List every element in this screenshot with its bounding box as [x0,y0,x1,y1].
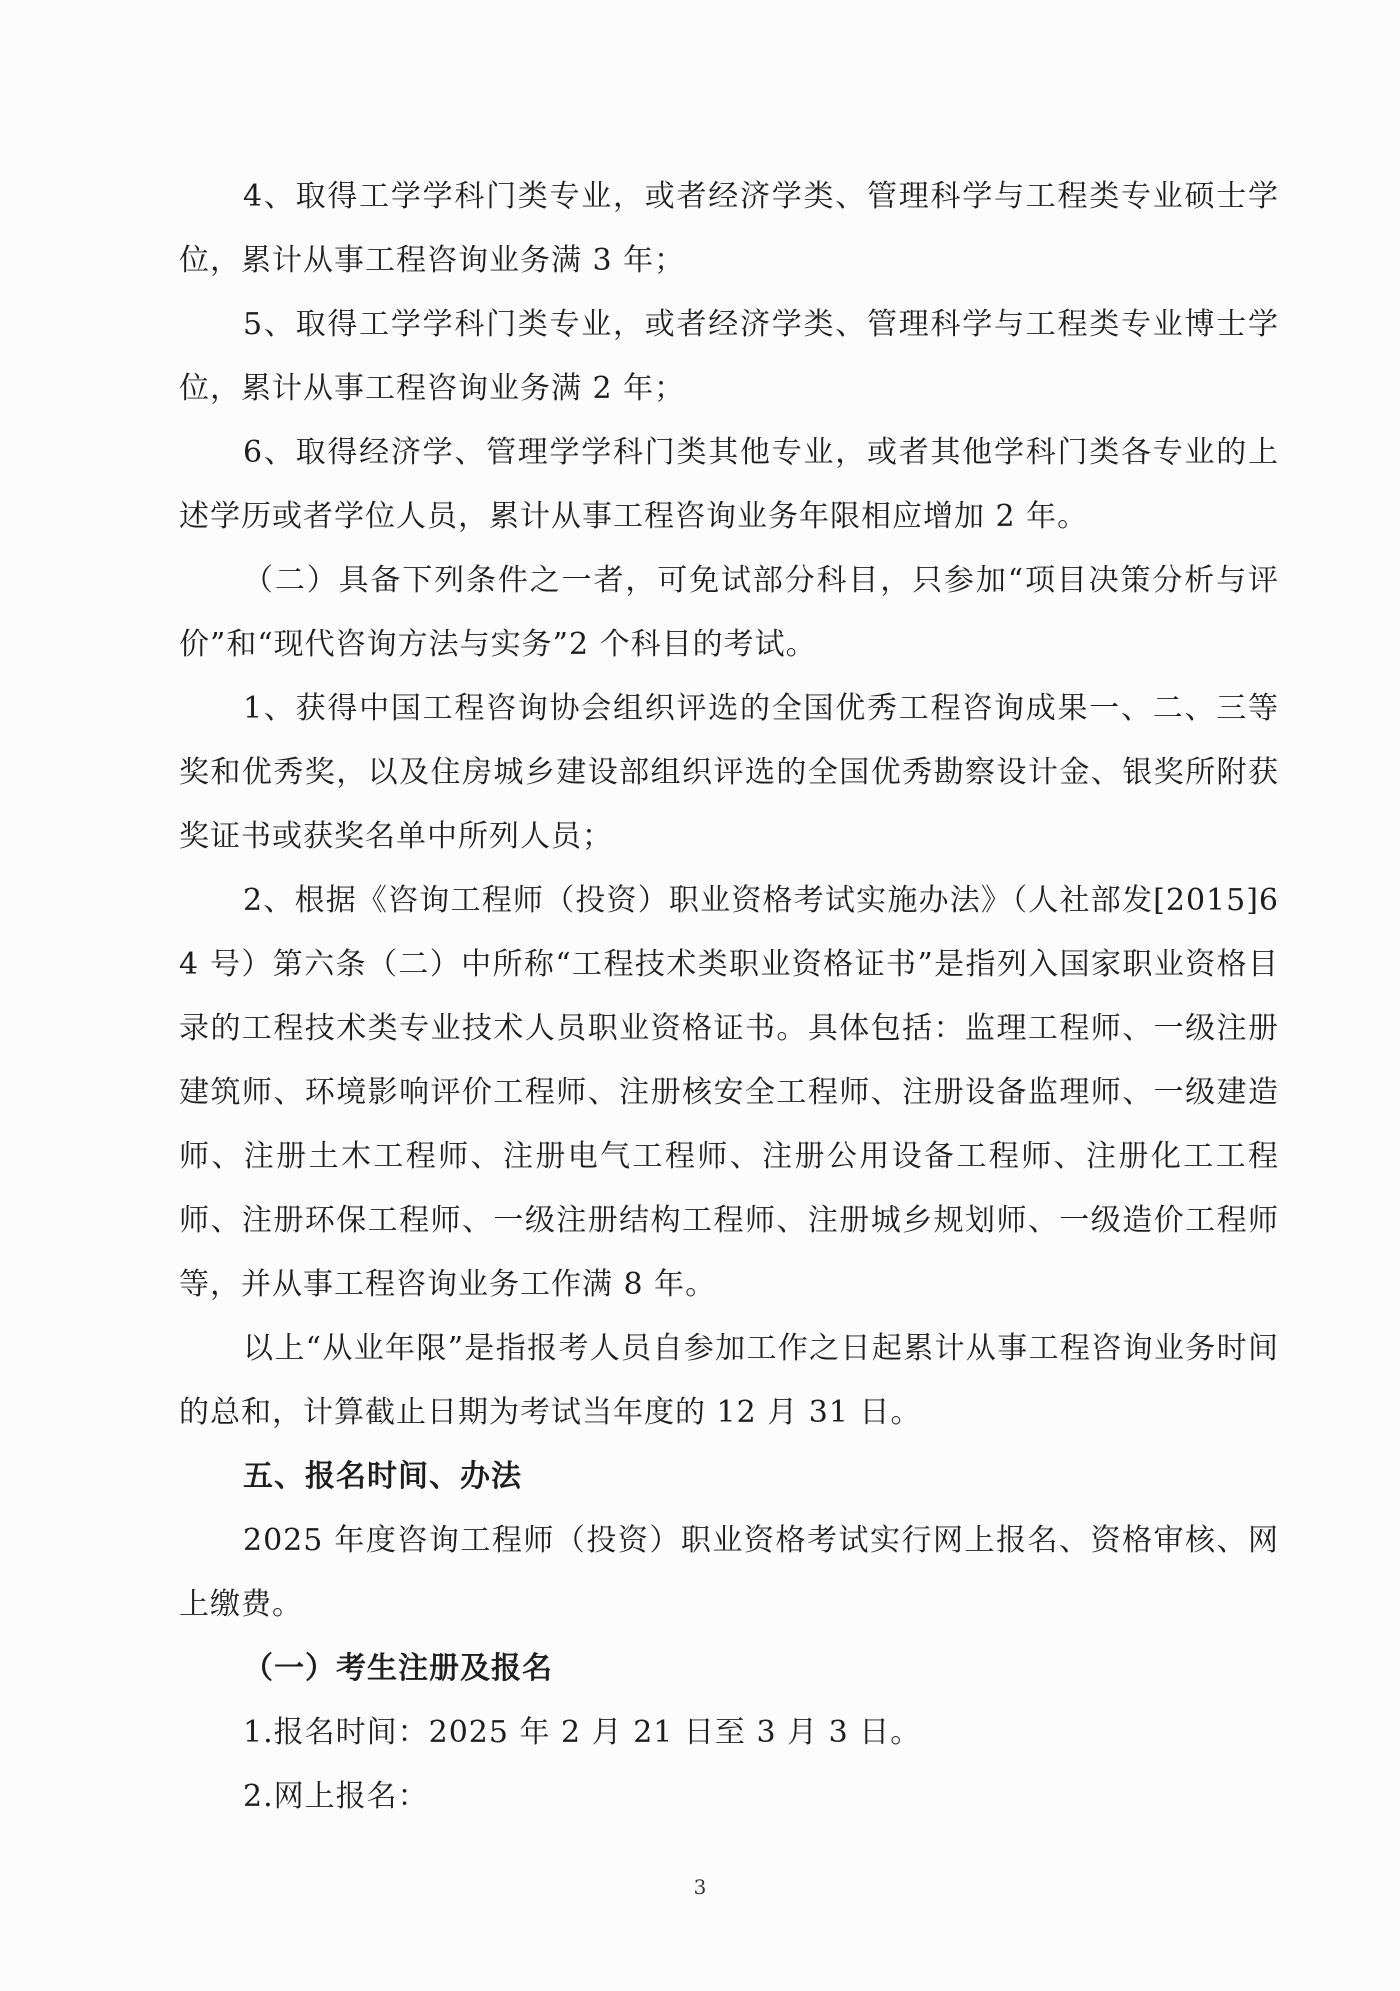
paragraph-item-4: 4、取得工学学科门类专业，或者经济学类、管理科学与工程类专业硕士学位，累计从事工程咨询业务满 3 年； [179,179,1279,278]
paragraph-years-definition: 以上“从业年限”是指报考人员自参加工作之日起累计从事工程咨询业务时间的总和，计算截止日期为考试当年度的 12 月 31 日。 [179,1331,1279,1430]
paragraph-exemption-conditions: （二）具备下列条件之一者，可免试部分科目，只参加“项目决策分析与评价”和“现代咨询方法与实务”2 个科目的考试。 [179,563,1279,662]
section-heading-registration: 五、报名时间、办法 [243,1459,522,1494]
document-body [179,165,1279,1829]
paragraph-exemption-1: 1、获得中国工程咨询协会组织评选的全国优秀工程咨询成果一、二、三等奖和优秀奖，以及住房城乡建设部组织评选的全国优秀勘察设计金、银奖所附获奖证书或获奖名单中所列人员； [179,691,1279,854]
paragraph-registration-intro: 2025 年度咨询工程师（投资）职业资格考试实行网上报名、资格审核、网上缴费。 [179,1523,1279,1622]
page-number: 3 [693,1875,707,1899]
paragraph-online-registration: 2.网上报名： [243,1779,429,1814]
paragraph-exemption-2: 2、根据《咨询工程师（投资）职业资格考试实施办法》（人社部发[2015]64 号）第六条（二）中所称“工程技术类职业资格证书”是指列入国家职业资格目录的工程技术类专业技术人员职业资格证书。具体包括：监理工程师、一级注册建筑师、环境影响评价工程师、注册核安全工程师、注册设备监理师、一级建造师、注册土木工程师、注册电气工程师、注册公用设备工程师、注册化工工程师、注册环保工程师、一级注册结构工程师、注册城乡规划师、一级造价工程师等，并从事工程咨询业务工作满 8 年。 [179,883,1279,1302]
paragraph-item-5: 5、取得工学学科门类专业，或者经济学类、管理科学与工程类专业博士学位，累计从事工程咨询业务满 2 年； [179,307,1279,406]
subsection-heading-registration: （一）考生注册及报名 [243,1651,553,1686]
paragraph-registration-time: 1.报名时间：2025 年 2 月 21 日至 3 月 3 日。 [243,1715,922,1750]
paragraph-item-6: 6、取得经济学、管理学学科门类其他专业，或者其他学科门类各专业的上述学历或者学位人员，累计从事工程咨询业务年限相应增加 2 年。 [179,435,1279,534]
